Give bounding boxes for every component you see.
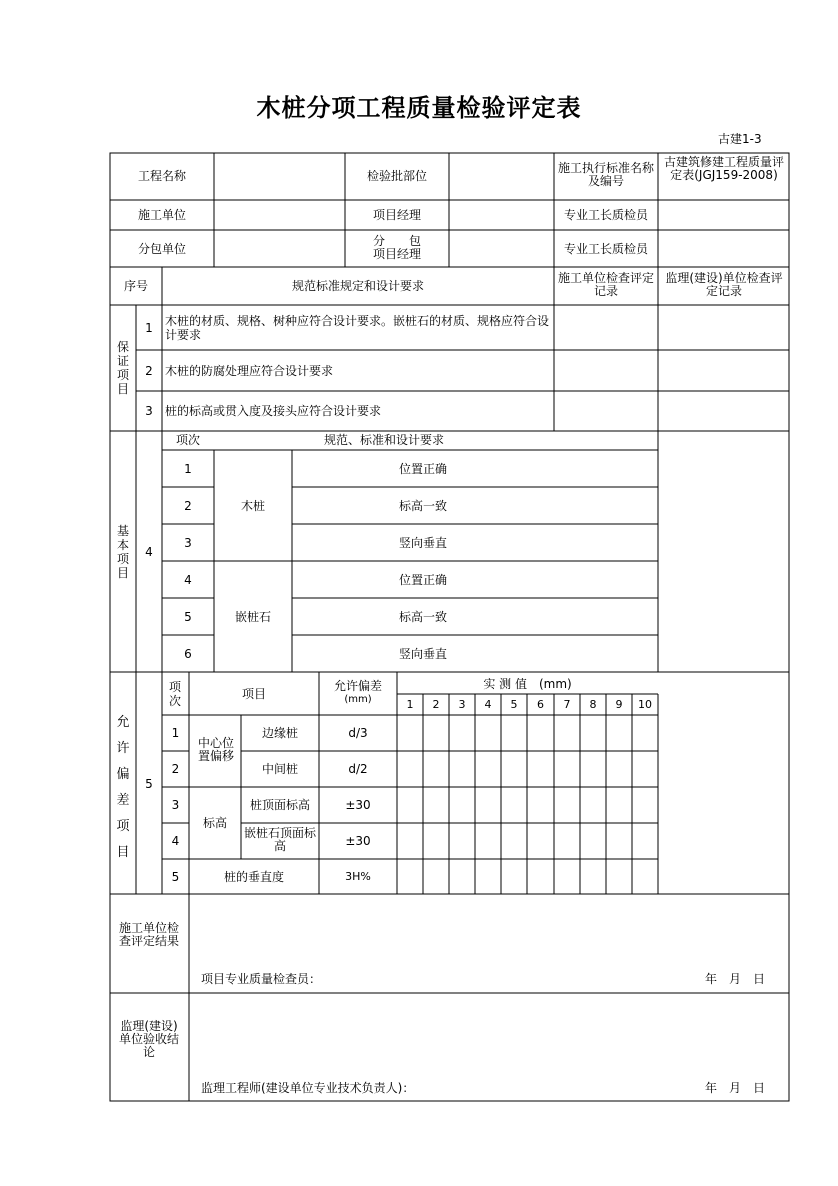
- basic-row-text: 标高一致: [398, 499, 447, 513]
- measured-col: 10: [638, 698, 652, 711]
- basic-row-text: 位置正确: [398, 573, 447, 587]
- requirement-header: 规范标准规定和设计要求: [291, 279, 424, 293]
- guarantee-item-text: 木桩的防腐处理应符合设计要求: [165, 364, 334, 378]
- tolerance-row-item: 边缘桩: [261, 726, 298, 740]
- tolerance-row-no: 2: [171, 762, 180, 776]
- standard-label: 施工执行标准名称及编号: [557, 161, 654, 188]
- foreman-inspector-label: 专业工长质检员: [563, 208, 648, 222]
- tolerance-header-2: (mm): [344, 694, 372, 705]
- form-code: 古建1-3: [718, 132, 762, 146]
- measured-col: 8: [589, 698, 597, 711]
- basic-row-no: 5: [184, 610, 192, 624]
- subcontract-manager-label-2: 项目经理: [372, 247, 421, 261]
- tolerance-row-no: 4: [171, 834, 180, 848]
- supervision-date: 年 月 日: [705, 1081, 766, 1095]
- project-name-label: 工程名称: [137, 169, 186, 183]
- basic-row-no: 1: [184, 462, 192, 476]
- supervision-sign-label: 监理工程师(建设单位专业技术负责人)：: [201, 1081, 415, 1095]
- inspection-part-label: 检验批部位: [366, 169, 427, 183]
- guarantee-item-no: 3: [145, 404, 153, 418]
- basic-row-text: 标高一致: [398, 610, 447, 624]
- measured-col: 4: [484, 698, 492, 711]
- tolerance-group-elev: 标高: [202, 816, 227, 830]
- tolerance-row-tol: 3H%: [345, 870, 371, 883]
- tolerance-row-tol: ±30: [345, 798, 371, 812]
- measured-col: 7: [563, 698, 571, 711]
- tolerance-header-1: 允许偏差: [333, 679, 382, 693]
- seq-header: 序号: [123, 279, 148, 293]
- tolerance-row-item: 桩顶面标高: [249, 798, 310, 812]
- measured-col: 2: [432, 698, 440, 711]
- measured-col: 3: [458, 698, 466, 711]
- tolerance-row-tol: d/2: [348, 762, 368, 776]
- tolerance-row-item: 嵌桩石顶面标高: [244, 826, 317, 853]
- guarantee-item-text: 桩的标高或贯入度及接头应符合设计要求: [165, 404, 382, 418]
- basic-req-header: 规范、标准和设计要求: [323, 433, 444, 447]
- basic-group-wood-pile: 木桩: [240, 499, 265, 513]
- tolerance-row-tol: ±30: [345, 834, 371, 848]
- basic-number: 4: [145, 545, 153, 559]
- tolerance-row-item: 桩的垂直度: [223, 870, 284, 884]
- supervision-result-label: 监理(建设)单位验收结论: [118, 1019, 179, 1059]
- guarantee-item-no: 2: [145, 364, 153, 378]
- subcontract-manager-label-1: 分 包: [372, 234, 421, 248]
- guarantee-item-text: 木桩的材质、规格、树种应符合设计要求。嵌桩石的材质、规格应符合设计要求: [165, 314, 550, 342]
- construction-unit-label: 施工单位: [137, 208, 186, 222]
- basic-row-no: 3: [184, 536, 192, 550]
- subcontract-unit-label: 分包单位: [137, 242, 186, 256]
- guarantee-item-no: 1: [145, 321, 153, 335]
- tolerance-row-no: 3: [171, 798, 180, 812]
- basic-row-text: 竖向垂直: [398, 536, 447, 550]
- standard-value: 古建筑修建工程质量评定表(JGJ159-2008): [663, 155, 784, 182]
- basic-row-no: 4: [184, 573, 192, 587]
- tolerance-label: 允许偏差项目: [116, 715, 130, 860]
- basic-row-text: 位置正确: [398, 462, 447, 476]
- basic-group-embed-stone: 嵌桩石: [234, 610, 271, 624]
- measured-col: 9: [615, 698, 623, 711]
- basic-item-header: 项次: [175, 433, 200, 447]
- tolerance-group-center: 中心位置偏移: [197, 736, 234, 763]
- measured-header: 实 测 值 (mm): [483, 677, 572, 691]
- supervision-record-header: 监理(建设)单位检查评定记录: [665, 271, 783, 298]
- construction-record-header: 施工单位检查评定记录: [558, 271, 655, 298]
- basic-label: 基本项目: [116, 524, 129, 580]
- tolerance-row-no: 5: [171, 870, 180, 884]
- tolerance-number: 5: [145, 777, 153, 791]
- guarantee-label: 保证项目: [116, 340, 129, 396]
- page-title: 木桩分项工程质量检验评定表: [256, 94, 582, 122]
- foreman-inspector-label-2: 专业工长质检员: [563, 242, 648, 256]
- basic-row-text: 竖向垂直: [398, 647, 447, 661]
- measured-col: 6: [537, 698, 544, 711]
- project-manager-label: 项目经理: [372, 208, 421, 222]
- basic-row-no: 2: [184, 499, 192, 513]
- tolerance-row-no: 1: [171, 726, 180, 740]
- tolerance-row-item: 中间桩: [261, 762, 298, 776]
- construction-date: 年 月 日: [705, 972, 766, 986]
- construction-result-label: 施工单位检查评定结果: [118, 921, 179, 948]
- construction-sign-label: 项目专业质量检查员：: [201, 972, 322, 986]
- project-name-value[interactable]: [214, 169, 345, 183]
- measured-col: 5: [510, 698, 518, 711]
- tolerance-item-no-header: 项次: [168, 680, 181, 708]
- tolerance-row-tol: d/3: [348, 726, 368, 740]
- basic-row-no: 6: [184, 647, 192, 661]
- tolerance-item-header: 项目: [241, 687, 266, 701]
- measured-col: 1: [406, 698, 414, 711]
